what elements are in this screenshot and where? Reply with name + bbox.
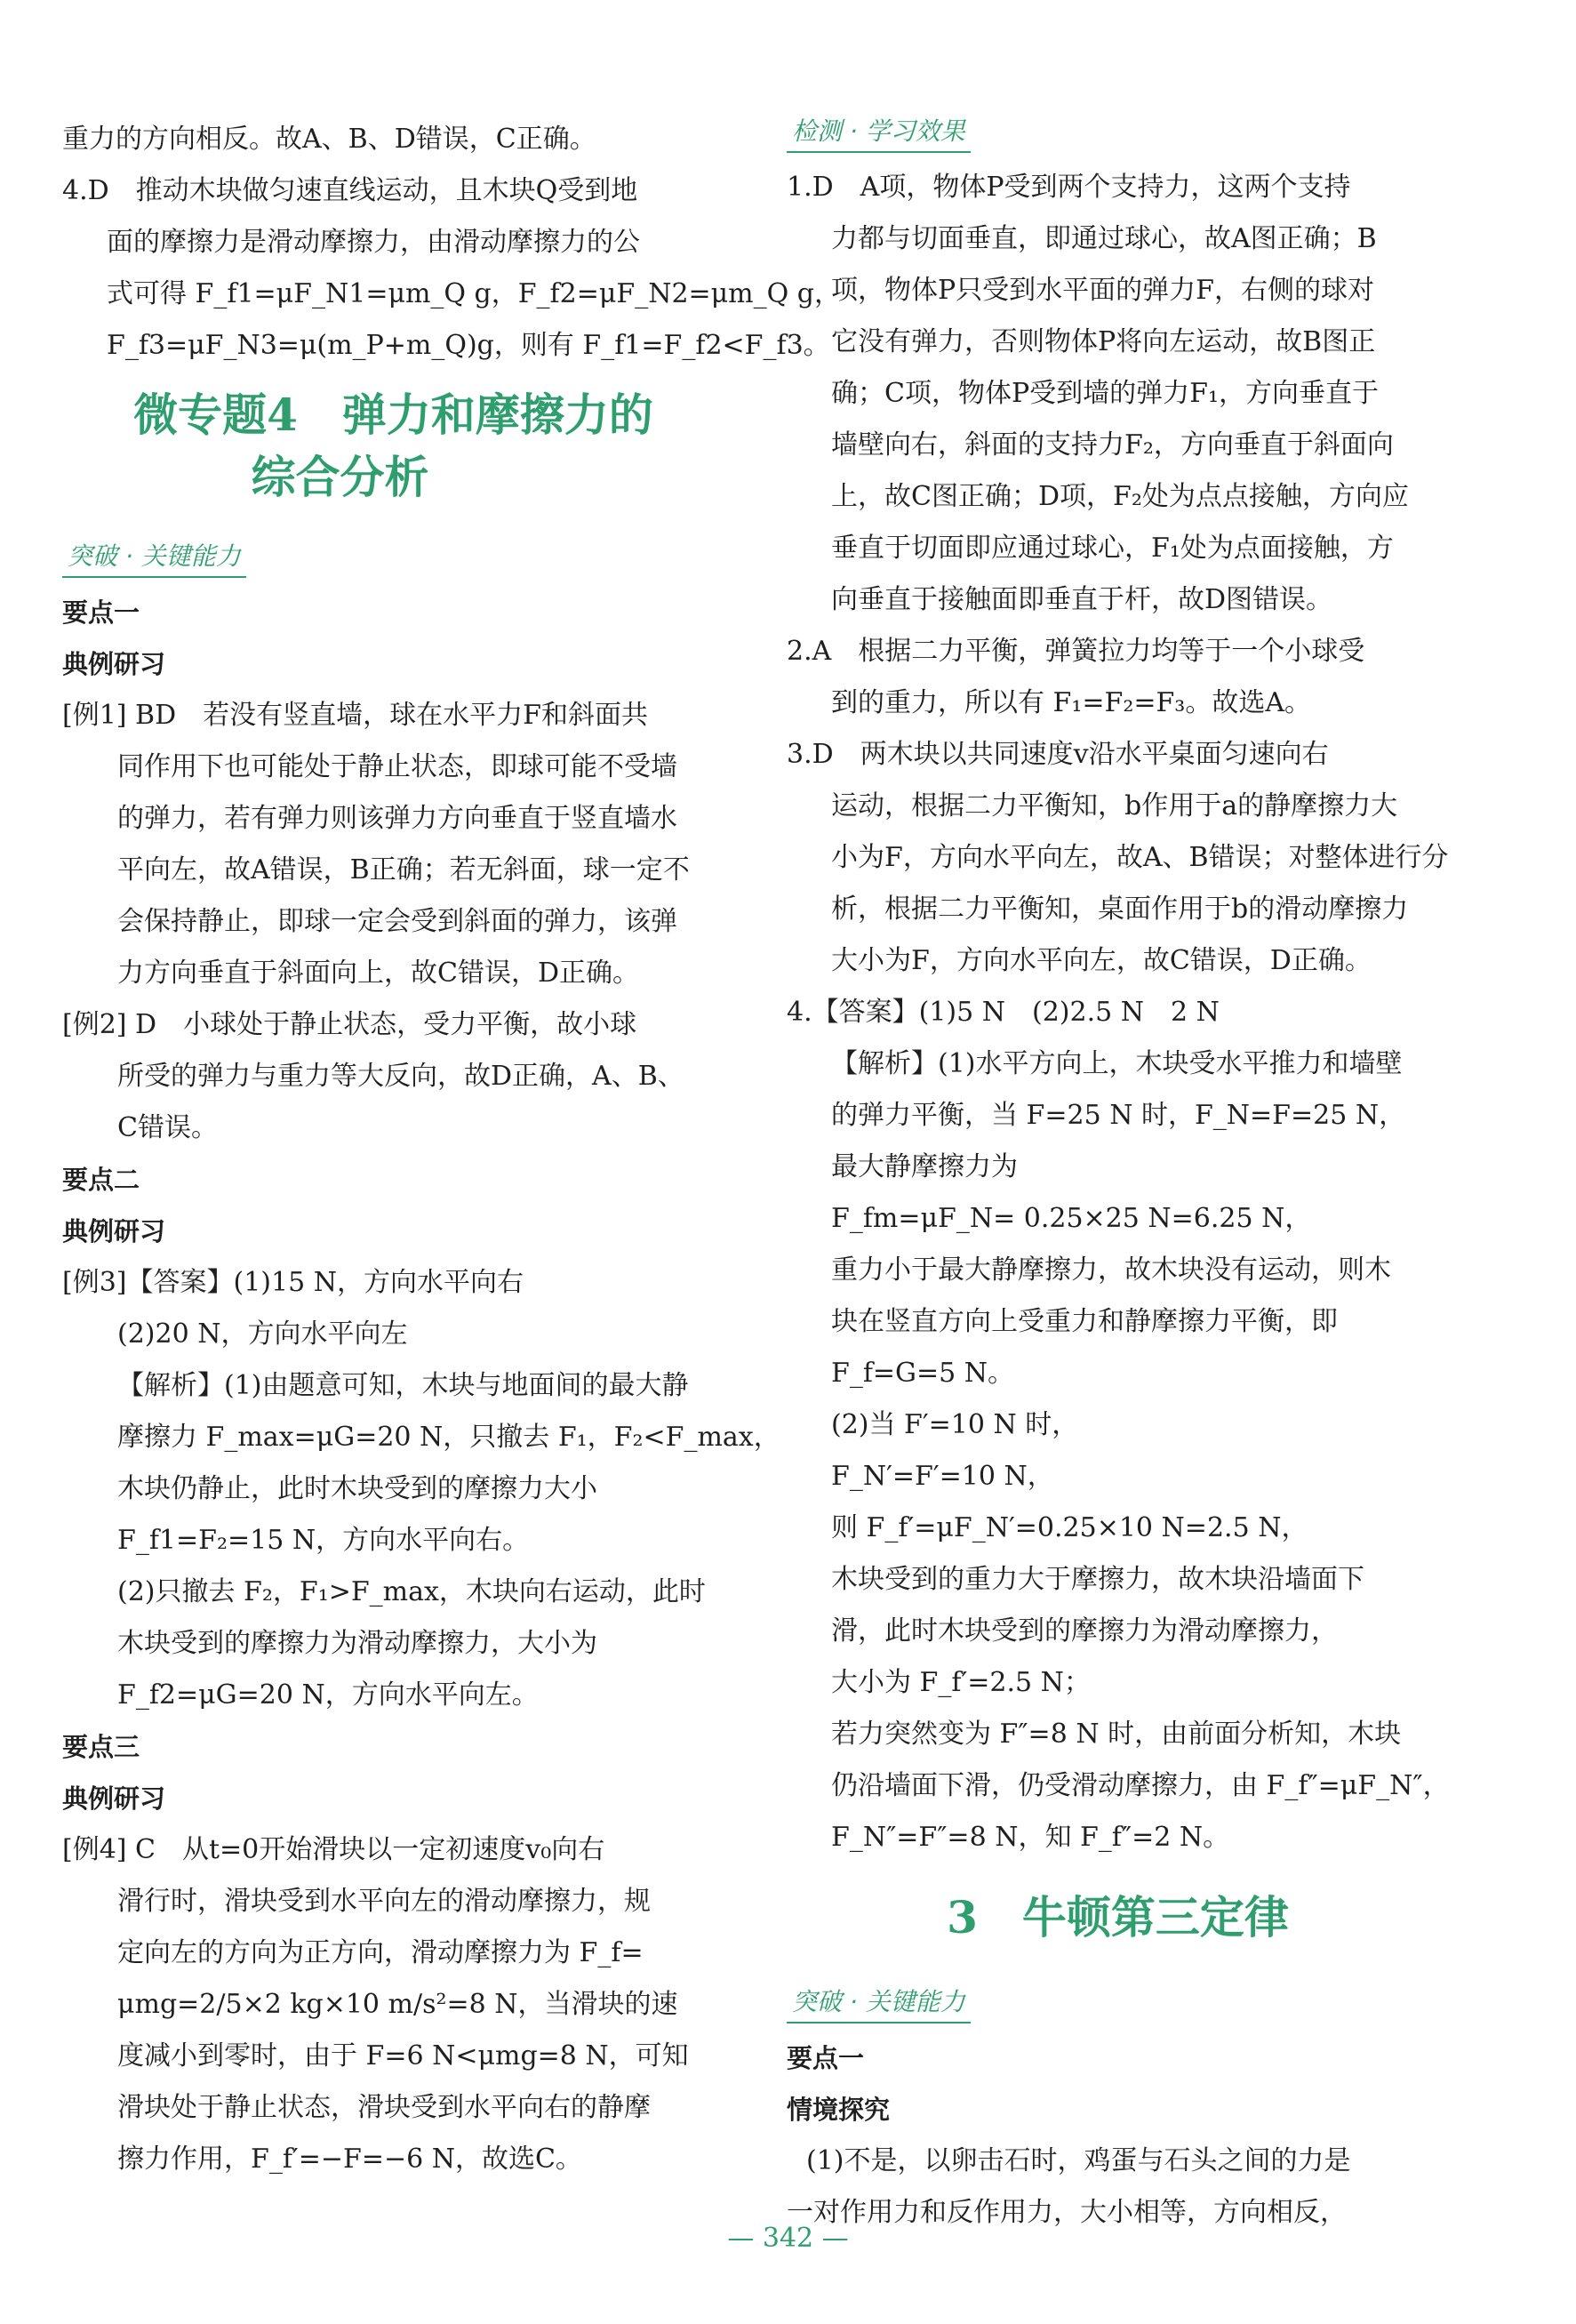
answer-line: 小为F，方向水平向左，故A、B错误；对整体进行分 <box>831 842 1449 873</box>
section-heading-breakthrough: 突破 · 关键能力 <box>62 539 246 578</box>
question-1 <box>787 162 1449 626</box>
example-1 <box>62 690 724 999</box>
example-line: (2)只撤去 F₂，F₁>F_max，木块向右运动，此时 <box>117 1576 706 1607</box>
text-line: 重力的方向相反。故A、B、D错误，C正确。 <box>62 124 596 155</box>
example-line: 会保持静止，即球一定会受到斜面的弹力，该弹 <box>117 906 677 937</box>
example-line: 木块仍静止，此时木块受到的摩擦力大小 <box>117 1473 597 1504</box>
page-number: — 342 — <box>727 2223 849 2254</box>
example-line: [例3]【答案】(1)15 N，方向水平向右 <box>62 1267 524 1298</box>
example-line: 滑块处于静止状态，滑块受到水平向右的静摩 <box>117 2092 651 2123</box>
example-line: 摩擦力 F_max=μG=20 N，只撤去 F₁，F₂<F_max， <box>117 1422 780 1453</box>
answer-line: 项，物体P只受到水平面的弹力F，右侧的球对 <box>831 275 1375 306</box>
example-line: 擦力作用，F_f′=−F=−6 N，故选C。 <box>117 2144 582 2175</box>
answer-line: 一对作用力和反作用力，大小相等，方向相反， <box>787 2197 1347 2228</box>
answer-line: 1.D A项，物体P受到两个支持力，这两个支持 <box>787 172 1351 203</box>
example-line: 的弹力，若有弹力则该弹力方向垂直于竖直墙水 <box>117 803 677 834</box>
answer-line: 大小为 F_f′=2.5 N； <box>831 1667 1091 1698</box>
study-heading: 典例研习 <box>62 1783 166 1814</box>
right-column <box>787 114 1449 2239</box>
key-point-heading: 要点一 <box>787 2043 865 2073</box>
example-line: 【解析】(1)由题意可知，木块与地面间的最大静 <box>117 1370 689 1401</box>
answer-line: 重力小于最大静摩擦力，故木块没有运动，则木 <box>831 1254 1391 1286</box>
answer-line: 4.【答案】(1)5 N (2)2.5 N 2 N <box>787 997 1220 1028</box>
answer-line: 它没有弹力，否则物体P将向左运动，故B图正 <box>831 326 1376 357</box>
example-line: 平向左，故A错误，B正确；若无斜面，球一定不 <box>117 854 690 886</box>
answer-line: 向垂直于接触面即垂直于杆，故D图错误。 <box>831 584 1333 615</box>
example-line: (2)20 N，方向水平向左 <box>117 1318 408 1350</box>
answer-line: 最大静摩擦力为 <box>831 1151 1018 1182</box>
example-4 <box>62 1824 724 2185</box>
answer-line: 4.D 推动木块做匀速直线运动，且木块Q受到地 <box>62 175 638 206</box>
example-line: μmg=2/5×2 kg×10 m/s²=8 N，当滑块的速 <box>117 1989 678 2020</box>
study-heading: 典例研习 <box>62 1216 166 1246</box>
answer-line: 仍沿墙面下滑，仍受滑动摩擦力，由 F_f″=μF_N″， <box>831 1770 1450 1801</box>
scenario-heading: 情境探究 <box>787 2095 891 2125</box>
example-line: F_f1=F₂=15 N，方向水平向右。 <box>117 1525 530 1556</box>
example-line: 滑行时，滑块受到水平向左的滑动摩擦力，规 <box>117 1886 651 1917</box>
example-line: 定向左的方向为正方向，滑动摩擦力为 F_f= <box>117 1937 644 1968</box>
answer-line: 垂直于切面即应通过球心，F₁处为点面接触，方 <box>831 533 1394 564</box>
micro-topic-title <box>62 384 724 509</box>
example-line: 力方向垂直于斜面向上，故C错误，D正确。 <box>117 958 640 989</box>
example-line: F_f2=μG=20 N，方向水平向左。 <box>117 1679 539 1711</box>
formula-line: F_N′=F′=10 N， <box>831 1461 1054 1492</box>
answer-line: 若力突然变为 F″=8 N 时，由前面分析知，木块 <box>831 1719 1402 1750</box>
micro-topic-title-line1: 微专题4 弹力和摩擦力的 <box>133 389 653 441</box>
example-line: 度减小到零时，由于 F=6 N<μmg=8 N，可知 <box>117 2040 689 2072</box>
formula-line: 式可得 F_f1=μF_N1=μm_Q g，F_f2=μF_N2=μm_Q g， <box>107 278 841 309</box>
answer-line: 3.D 两木块以共同速度v沿水平桌面匀速向右 <box>787 739 1329 770</box>
question-4 <box>787 987 1449 1863</box>
key-point-heading: 要点二 <box>62 1165 140 1195</box>
answer-line: 滑，此时木块受到的摩擦力为滑动摩擦力， <box>831 1615 1338 1647</box>
answer-line: 2.A 根据二力平衡，弹簧拉力均等于一个小球受 <box>787 636 1365 667</box>
answer-line: 块在竖直方向上受重力和静摩擦力平衡，即 <box>831 1306 1338 1337</box>
answer-line: 到的重力，所以有 F₁=F₂=F₃。故选A。 <box>831 687 1311 718</box>
example-line: 木块受到的摩擦力为滑动摩擦力，大小为 <box>117 1628 597 1659</box>
question-2 <box>787 626 1449 729</box>
section-heading-breakthrough: 突破 · 关键能力 <box>787 1984 971 2023</box>
example-3 <box>62 1257 780 1721</box>
answer-line: 大小为F，方向水平向左，故C错误，D正确。 <box>831 945 1372 976</box>
section-heading-test: 检测 · 学习效果 <box>787 114 971 153</box>
answer-line: 确；C项，物体P受到墙的弹力F₁，方向垂直于 <box>831 378 1379 409</box>
example-line: 同作用下也可能处于静止状态，即球可能不受墙 <box>117 751 677 782</box>
formula-line: F_N″=F″=8 N，知 F_f″=2 N。 <box>831 1822 1230 1853</box>
answer-line: 析，根据二力平衡知，桌面作用于b的滑动摩擦力 <box>831 894 1409 925</box>
key-point-heading: 要点一 <box>62 597 140 628</box>
formula-line: 则 F_f′=μF_N′=0.25×10 N=2.5 N， <box>831 1512 1308 1543</box>
formula-line: F_f=G=5 N。 <box>831 1358 1015 1389</box>
answer-line: 木块受到的重力大于摩擦力，故木块沿墙面下 <box>831 1564 1364 1595</box>
answer-line: 墙壁向右，斜面的支持力F₂，方向垂直于斜面向 <box>831 429 1394 461</box>
answer-line: 上，故C图正确；D项，F₂处为点点接触，方向应 <box>831 481 1409 512</box>
example-line: [例4] C 从t=0开始滑块以一定初速度v₀向右 <box>62 1834 605 1865</box>
answer-line: 【解析】(1)水平方向上，木块受水平推力和墙壁 <box>831 1048 1403 1079</box>
example-line: 所受的弹力与重力等大反向，故D正确，A、B、 <box>117 1061 684 1092</box>
formula-line: F_f3=μF_N3=μ(m_P+m_Q)g，则有 F_f1=F_f2<F_f3。 <box>107 330 830 361</box>
answer-line: 的弹力平衡，当 F=25 N 时，F_N=F=25 N， <box>831 1100 1406 1131</box>
study-heading: 典例研习 <box>62 649 166 679</box>
chapter-title: 3 牛顿第三定律 <box>947 1891 1289 1943</box>
answer-line: (2)当 F′=10 N 时， <box>831 1409 1079 1440</box>
example-line: C错误。 <box>117 1112 218 1143</box>
text-line: 面的摩擦力是滑动摩擦力，由滑动摩擦力的公 <box>107 227 640 258</box>
answer-line: 力都与切面垂直，即通过球心，故A图正确；B <box>831 223 1377 254</box>
example-line: [例1] BD 若没有竖直墙，球在水平力F和斜面共 <box>62 700 648 731</box>
answer-line: 运动，根据二力平衡知，b作用于a的静摩擦力大 <box>831 790 1398 821</box>
key-point-heading: 要点三 <box>62 1732 140 1762</box>
answer-line: (1)不是，以卵击石时，鸡蛋与石头之间的力是 <box>806 2145 1351 2176</box>
question-3 <box>787 729 1449 987</box>
formula-line: F_fm=μF_N= 0.25×25 N=6.25 N， <box>831 1203 1312 1234</box>
example-line: [例2] D 小球处于静止状态，受力平衡，故小球 <box>62 1009 637 1040</box>
micro-topic-title-line2: 综合分析 <box>251 451 429 503</box>
example-2 <box>62 999 724 1154</box>
